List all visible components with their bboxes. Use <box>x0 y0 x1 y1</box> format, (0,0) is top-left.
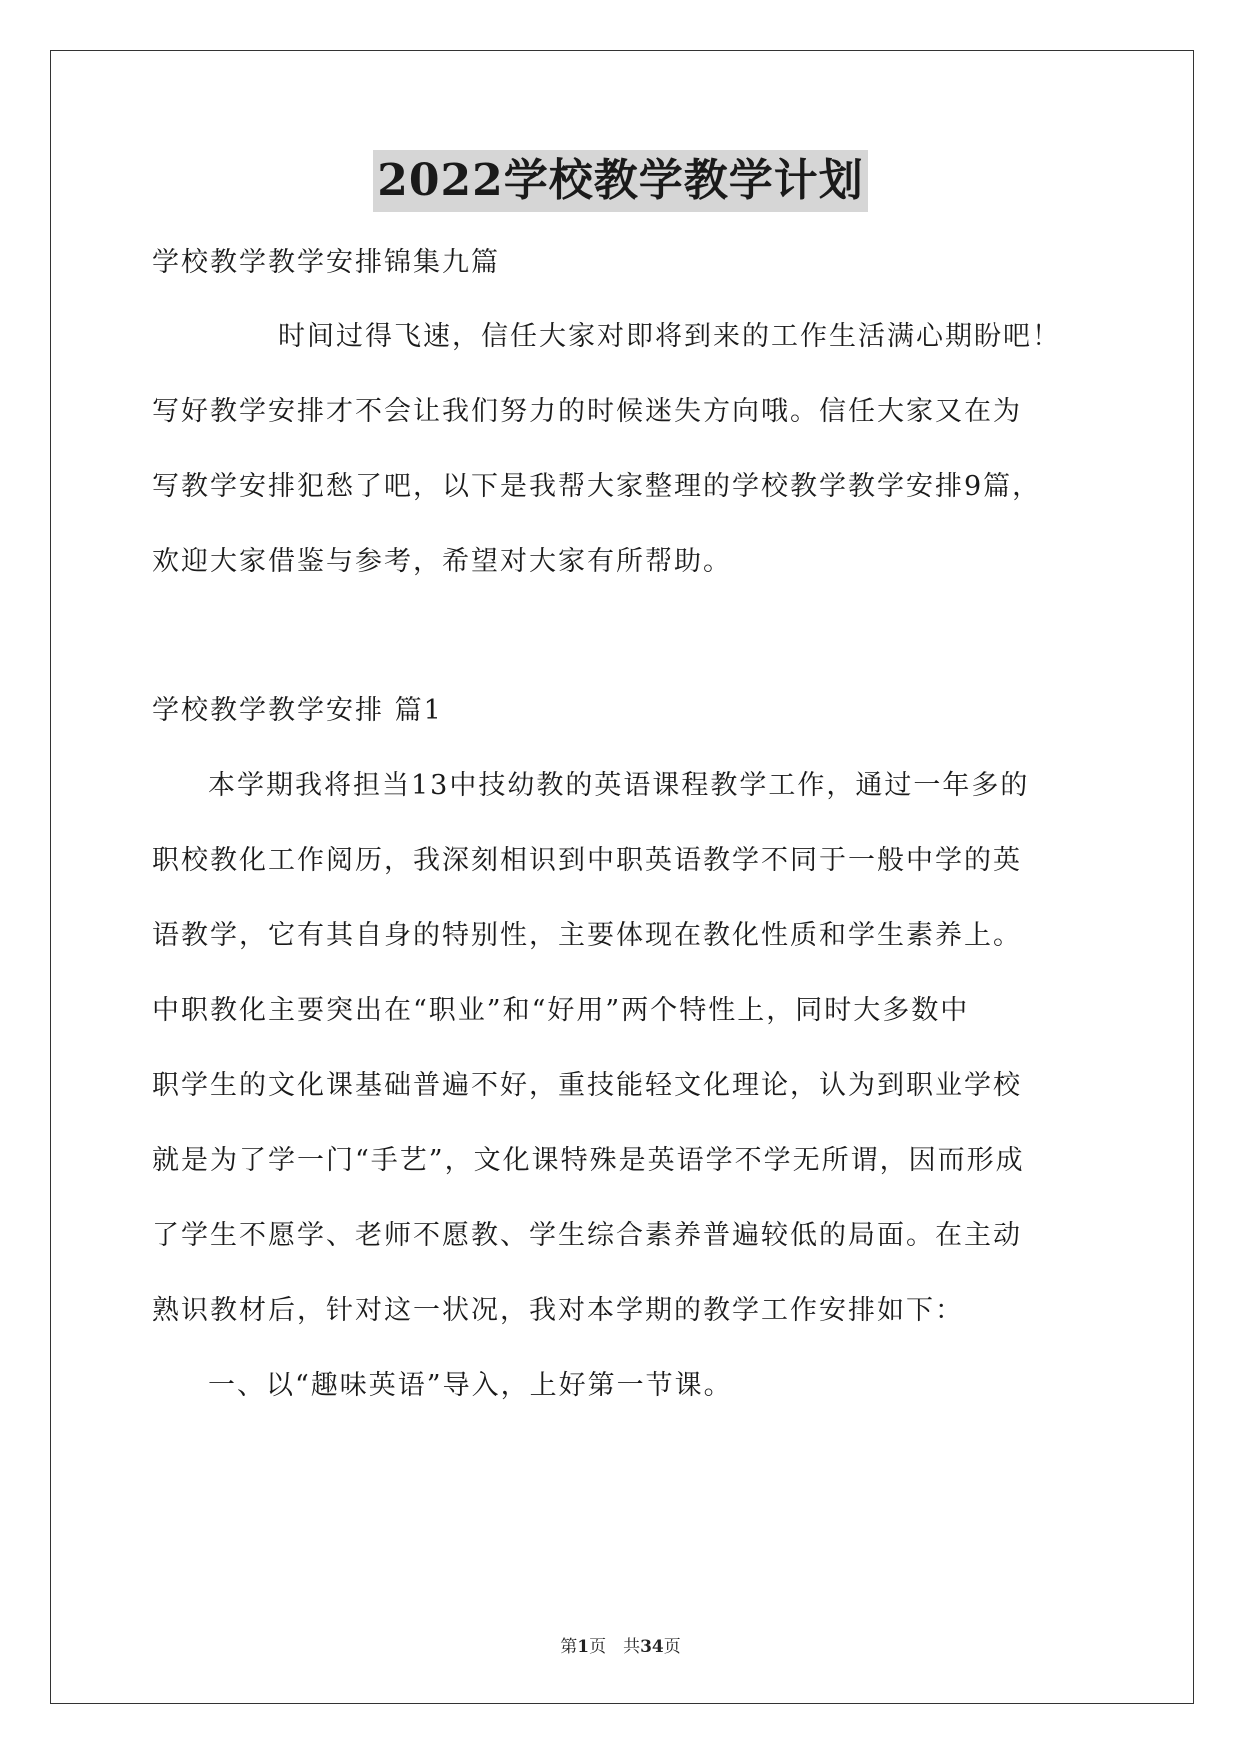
body-line-8: 熟识教材后，针对这一状况，我对本学期的教学工作安排如下： <box>152 1295 964 1326</box>
intro-line-2: 写好教学安排才不会让我们努力的时候迷失方向哦。信任大家又在为 <box>152 396 1022 427</box>
intro-line-1: 时间过得飞速，信任大家对即将到来的工作生活满心期盼吧！ <box>278 321 1061 352</box>
document-title: 2022学校教学教学计划 <box>373 150 867 212</box>
body-line-6: 就是为了学一门“手艺”，文化课特殊是英语学不学无所谓，因而形成 <box>152 1145 1025 1176</box>
footer-page-total: 34 <box>640 1637 664 1657</box>
item-one: 一、以“趣味英语”导入，上好第一节课。 <box>208 1370 733 1401</box>
footer-page-current: 1 <box>577 1637 590 1657</box>
body-line-1: 本学期我将担当13中技幼教的英语课程教学工作，通过一年多的 <box>208 770 1030 801</box>
page-footer <box>0 1632 1241 1657</box>
body-line-2: 职校教化工作阅历，我深刻相识到中职英语教学不同于一般中学的英 <box>152 845 1022 876</box>
intro-line-4: 欢迎大家借鉴与参考，希望对大家有所帮助。 <box>152 546 732 577</box>
footer-page-prefix: 第 <box>560 1637 578 1657</box>
body-line-5: 职学生的文化课基础普遍不好，重技能轻文化理论，认为到职业学校 <box>152 1070 1022 1101</box>
body-line-3: 语教学，它有其自身的特别性，主要体现在教化性质和学生素养上。 <box>152 920 1022 951</box>
footer-page-mid: 页 共 <box>589 1637 641 1657</box>
intro-line-3: 写教学安排犯愁了吧，以下是我帮大家整理的学校教学教学安排9篇， <box>152 471 1042 502</box>
section-heading: 学校教学教学安排 篇1 <box>152 695 443 726</box>
body-line-7: 了学生不愿学、老师不愿教、学生综合素养普遍较低的局面。在主动 <box>152 1220 1022 1251</box>
title-wrap <box>0 150 1241 212</box>
footer-page-suffix: 页 <box>663 1637 681 1657</box>
document-subtitle: 学校教学教学安排锦集九篇 <box>152 247 500 278</box>
page-border <box>50 50 1194 1704</box>
body-line-4: 中职教化主要突出在“职业”和“好用”两个特性上，同时大多数中 <box>152 995 970 1026</box>
